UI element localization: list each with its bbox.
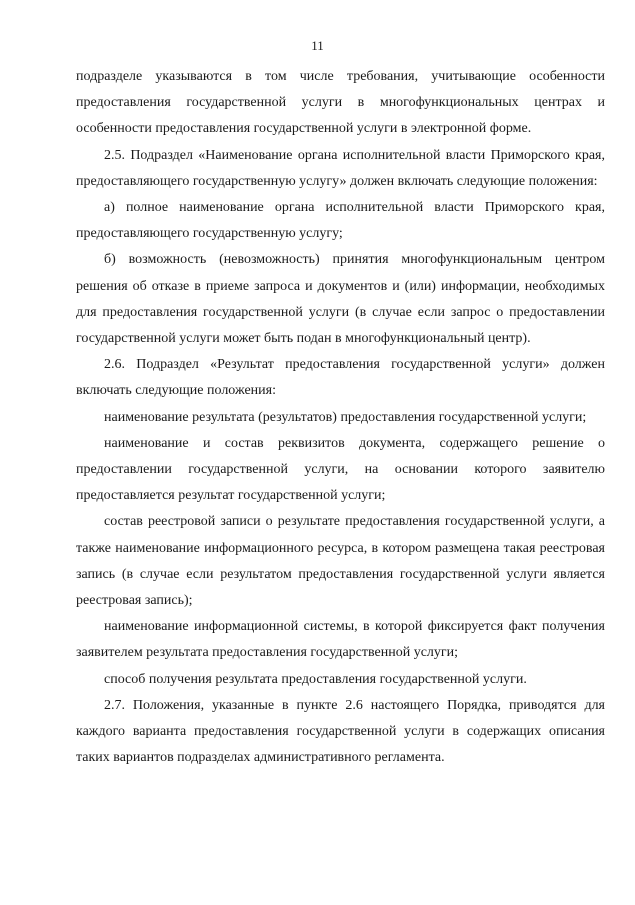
paragraph-2-7: 2.7. Положения, указанные в пункте 2.6 настоящего Порядка, приводятся для каждого варианта предоставления государственной услуги в содержащих описания таких вариантов подразделах административного регламента. <box>76 697 605 766</box>
page-number: 11 <box>311 38 324 53</box>
paragraph-2-6-item-5: способ получения результата предоставления государственной услуги. <box>104 671 527 687</box>
paragraph-2-6-item-4: наименование информационной системы, в которой фиксируется факт получения заявителем результата предоставления государственной услуги; <box>76 619 605 661</box>
paragraph-2-6-item-3: состав реестровой записи о результате предоставления государственной услуги, а также наименование информационного ресурса, в котором размещена такая реестровая запись (в случае если результатом предоставления государственной услуги является реестровая запись); <box>76 514 605 609</box>
paragraph-2-5-a: а) полное наименование органа исполнительной власти Приморского края, предоставляющего государственную услугу; <box>76 200 605 242</box>
document-body <box>76 64 605 771</box>
paragraph-2-6-item-1: наименование результата (результатов) предоставления государственной услуги; <box>104 409 587 425</box>
paragraph-2-5: 2.5. Подраздел «Наименование органа исполнительной власти Приморского края, предоставляющего государственную услугу» должен включать следующие положения: <box>76 147 605 189</box>
paragraph-intro-continuation: подразделе указываются в том числе требования, учитывающие особенности предоставления государственной услуги в многофункциональных центрах и особенности предоставления государственной услуги в электронной форме. <box>76 69 605 137</box>
paragraph-2-6: 2.6. Подраздел «Результат предоставления государственной услуги» должен включать следующие положения: <box>76 357 605 399</box>
paragraph-2-6-item-2: наименование и состав реквизитов документа, содержащего решение о предоставлении государственной услуги, на основании которого заявителю предоставляется результат государственной услуги; <box>76 435 605 504</box>
paragraph-2-5-b: б) возможность (невозможность) принятия многофункциональным центром решения об отказе в приеме запроса и документов и (или) информации, необходимых для предоставления государственной услуги (в случае если запрос о предоставлении государственной услуги может быть подан в многофункциональный центр). <box>76 252 605 347</box>
